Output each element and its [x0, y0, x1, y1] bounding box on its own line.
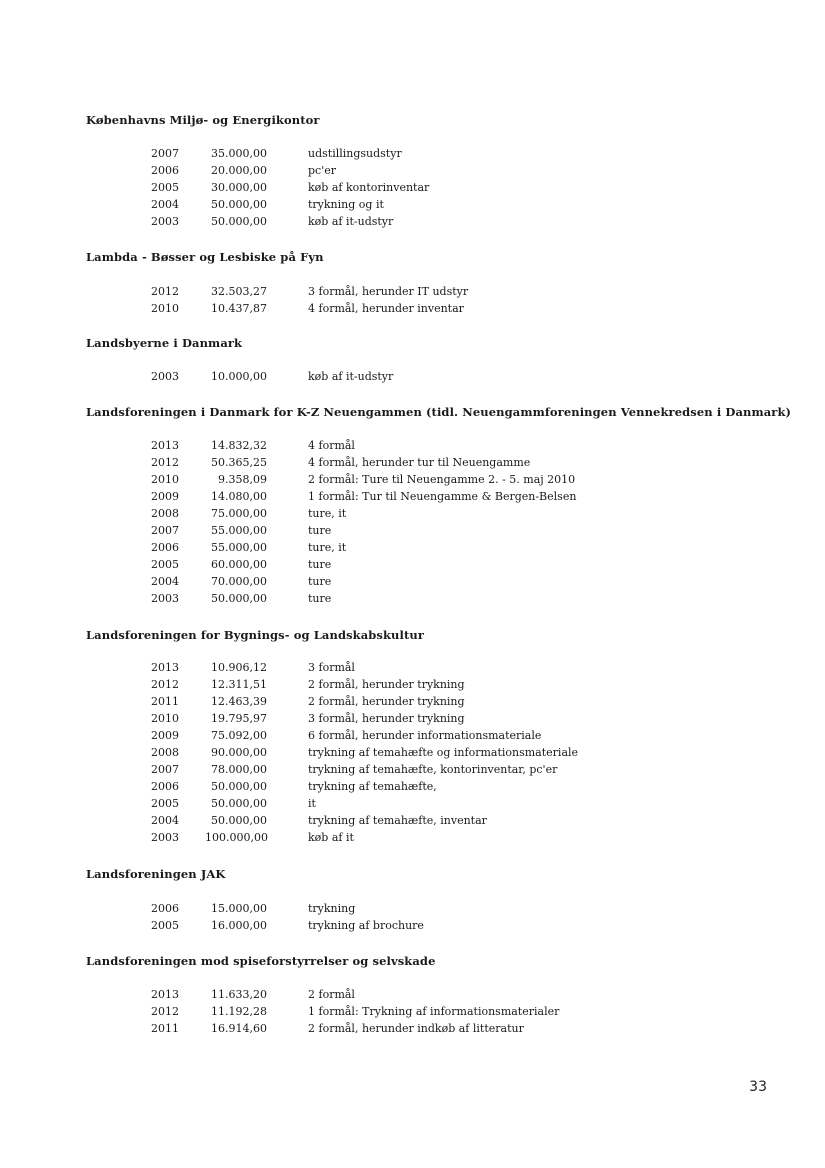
row-year: 2003	[151, 831, 179, 844]
table-row	[0, 919, 825, 936]
row-purpose: ture	[308, 524, 332, 537]
table-row	[0, 302, 825, 319]
row-year: 2003	[151, 215, 179, 228]
table-row	[0, 147, 825, 164]
table-row	[0, 678, 825, 695]
row-amount: 32.503,27	[211, 285, 267, 298]
table-row	[0, 439, 825, 456]
row-purpose: trykning af temahæfte og informationsmateriale	[308, 746, 579, 759]
row-purpose: ture	[308, 575, 332, 588]
row-amount: 11.192,28	[211, 1005, 267, 1018]
row-year: 2005	[151, 181, 179, 194]
row-year: 2003	[151, 370, 179, 383]
section-title: Københavns Miljø- og Energikontor	[86, 113, 320, 127]
row-purpose: 2 formål: Ture til Neuengamme 2. - 5. maj 2010	[308, 473, 576, 486]
row-year: 2004	[151, 814, 179, 827]
table-row	[0, 1022, 825, 1039]
row-year: 2007	[151, 524, 179, 537]
table-row	[0, 198, 825, 215]
row-year: 2007	[151, 147, 179, 160]
row-year: 2004	[151, 575, 179, 588]
table-row	[0, 164, 825, 181]
row-amount: 60.000,00	[211, 558, 267, 571]
row-purpose: køb af it-udstyr	[308, 215, 394, 228]
row-purpose: ture, it	[308, 507, 347, 520]
row-year: 2009	[151, 729, 179, 742]
row-year: 2010	[151, 473, 179, 486]
row-amount: 70.000,00	[211, 575, 267, 588]
table-row	[0, 524, 825, 541]
row-year: 2004	[151, 198, 179, 211]
section-title: Landsforeningen for Bygnings- og Landskabskultur	[86, 628, 425, 642]
row-amount: 50.000,00	[211, 198, 267, 211]
row-purpose: 4 formål	[308, 439, 355, 452]
table-row	[0, 814, 825, 831]
section-title: Landsbyerne i Danmark	[86, 336, 243, 350]
row-amount: 16.000,00	[211, 919, 267, 932]
row-year: 2012	[151, 456, 179, 469]
table-row	[0, 575, 825, 592]
row-amount: 78.000,00	[211, 763, 267, 776]
row-purpose: ture	[308, 592, 332, 605]
table-row	[0, 1005, 825, 1022]
row-amount: 50.000,00	[211, 814, 267, 827]
row-amount: 14.832,32	[211, 439, 267, 452]
row-purpose: 3 formål	[308, 661, 355, 674]
row-amount: 75.000,00	[211, 507, 267, 520]
row-purpose: køb af it-udstyr	[308, 370, 394, 383]
row-amount: 50.000,00	[211, 215, 267, 228]
table-row	[0, 988, 825, 1005]
row-purpose: ture	[308, 558, 332, 571]
row-purpose: 2 formål, herunder trykning	[308, 695, 465, 708]
row-year: 2012	[151, 678, 179, 691]
row-amount: 55.000,00	[211, 524, 267, 537]
row-amount: 12.463,39	[211, 695, 267, 708]
row-purpose: 3 formål, herunder IT udstyr	[308, 285, 469, 298]
table-row	[0, 215, 825, 232]
row-purpose: 4 formål, herunder tur til Neuengamme	[308, 456, 531, 469]
row-year: 2012	[151, 1005, 179, 1018]
table-row	[0, 507, 825, 524]
table-row	[0, 763, 825, 780]
row-purpose: køb af it	[308, 831, 354, 844]
row-year: 2006	[151, 780, 179, 793]
row-year: 2010	[151, 302, 179, 315]
row-year: 2013	[151, 661, 179, 674]
row-year: 2008	[151, 746, 179, 759]
section-title: Lambda - Bøsser og Lesbiske på Fyn	[86, 250, 324, 264]
table-row	[0, 780, 825, 797]
table-row	[0, 746, 825, 763]
row-purpose: 3 formål, herunder trykning	[308, 712, 465, 725]
row-amount: 12.311,51	[211, 678, 267, 691]
table-row	[0, 285, 825, 302]
table-row	[0, 456, 825, 473]
row-purpose: trykning og it	[308, 198, 384, 211]
row-purpose: køb af kontorinventar	[308, 181, 430, 194]
row-amount: 50.000,00	[211, 797, 267, 810]
table-row	[0, 592, 825, 609]
row-purpose: trykning af brochure	[308, 919, 424, 932]
row-year: 2005	[151, 797, 179, 810]
row-amount: 10.906,12	[211, 661, 267, 674]
row-purpose: udstillingsudstyr	[308, 147, 402, 160]
table-row	[0, 695, 825, 712]
row-amount: 15.000,00	[211, 902, 267, 915]
row-year: 2011	[151, 695, 179, 708]
row-year: 2007	[151, 763, 179, 776]
row-year: 2006	[151, 902, 179, 915]
row-amount: 11.633,20	[211, 988, 267, 1001]
row-amount: 9.358,09	[218, 473, 267, 486]
row-amount: 10.000,00	[211, 370, 267, 383]
row-purpose: 1 formål: Trykning af informationsmaterialer	[308, 1005, 560, 1018]
row-year: 2003	[151, 592, 179, 605]
row-amount: 14.080,00	[211, 490, 267, 503]
row-purpose: trykning	[308, 902, 356, 915]
table-row	[0, 729, 825, 746]
table-row	[0, 558, 825, 575]
row-amount: 16.914,60	[211, 1022, 267, 1035]
table-row	[0, 661, 825, 678]
row-year: 2012	[151, 285, 179, 298]
row-year: 2013	[151, 439, 179, 452]
row-amount: 50.365,25	[211, 456, 267, 469]
row-amount: 30.000,00	[211, 181, 267, 194]
row-year: 2009	[151, 490, 179, 503]
row-amount: 50.000,00	[211, 780, 267, 793]
table-row	[0, 181, 825, 198]
table-row	[0, 541, 825, 558]
row-year: 2006	[151, 541, 179, 554]
row-amount: 19.795,97	[211, 712, 267, 725]
row-amount: 55.000,00	[211, 541, 267, 554]
row-year: 2013	[151, 988, 179, 1001]
row-purpose: 2 formål	[308, 988, 355, 1001]
row-amount: 75.092,00	[211, 729, 267, 742]
table-row	[0, 797, 825, 814]
row-amount: 35.000,00	[211, 147, 267, 160]
table-row	[0, 490, 825, 507]
row-purpose: pc'er	[308, 164, 336, 177]
row-purpose: trykning af temahæfte,	[308, 780, 437, 793]
table-row	[0, 712, 825, 729]
row-amount: 20.000,00	[211, 164, 267, 177]
table-row	[0, 902, 825, 919]
row-amount: 100.000,00	[205, 831, 268, 844]
row-amount: 50.000,00	[211, 592, 267, 605]
section-title: Landsforeningen mod spiseforstyrrelser og selvskade	[86, 954, 436, 968]
section-title: Landsforeningen JAK	[86, 867, 226, 881]
page-number: 33	[749, 1079, 767, 1095]
row-purpose: it	[308, 797, 316, 810]
row-year: 2005	[151, 919, 179, 932]
table-row	[0, 473, 825, 490]
section-title: Landsforeningen i Danmark for K-Z Neuengammen (tidl. Neuengammforeningen Vennekredsen i Danmark)	[86, 405, 792, 419]
row-purpose: 4 formål, herunder inventar	[308, 302, 464, 315]
row-purpose: trykning af temahæfte, kontorinventar, pc'er	[308, 763, 558, 776]
row-purpose: 6 formål, herunder informationsmateriale	[308, 729, 542, 742]
row-year: 2011	[151, 1022, 179, 1035]
table-row	[0, 831, 825, 848]
row-purpose: trykning af temahæfte, inventar	[308, 814, 487, 827]
row-year: 2008	[151, 507, 179, 520]
row-year: 2010	[151, 712, 179, 725]
table-row	[0, 370, 825, 387]
row-year: 2006	[151, 164, 179, 177]
row-purpose: 2 formål, herunder indkøb af litteratur	[308, 1022, 524, 1035]
row-purpose: 2 formål, herunder trykning	[308, 678, 465, 691]
row-amount: 10.437,87	[211, 302, 267, 315]
row-purpose: 1 formål: Tur til Neuengamme & Bergen-Belsen	[308, 490, 577, 503]
row-amount: 90.000,00	[211, 746, 267, 759]
row-purpose: ture, it	[308, 541, 347, 554]
row-year: 2005	[151, 558, 179, 571]
